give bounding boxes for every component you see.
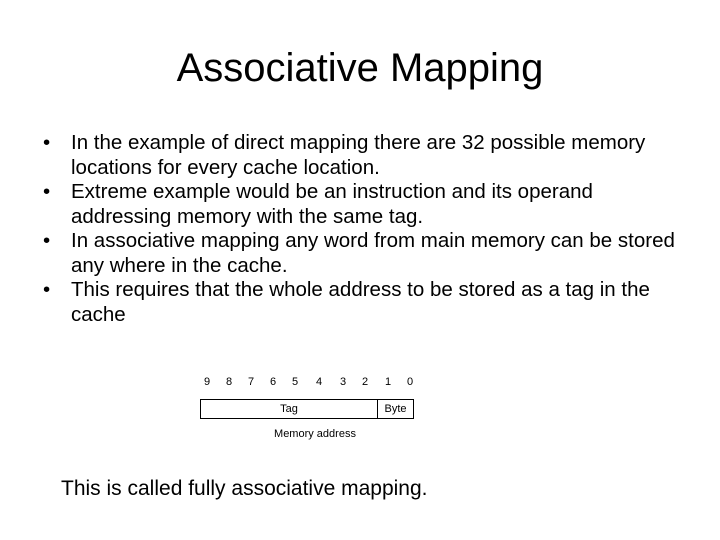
bit-label-9: 9 — [203, 376, 211, 388]
bullet-item — [43, 131, 683, 180]
footer-note: This is called fully associative mapping. — [61, 477, 428, 500]
bullet-item — [43, 180, 683, 229]
bullet-text: In the example of direct mapping there are 32 possible memory locations for every cache location. — [71, 131, 646, 179]
diagram-caption: Memory address — [274, 428, 356, 440]
address-field-box — [200, 399, 414, 419]
bit-label-7: 7 — [247, 376, 255, 388]
bullet-text: In associative mapping any word from main memory can be stored any where in the cache. — [71, 229, 675, 277]
slide-title: Associative Mapping — [176, 46, 544, 90]
bit-label-6: 6 — [269, 376, 277, 388]
bullet-item — [43, 229, 683, 278]
bullet-text: Extreme example would be an instruction and its operand addressing memory with the same tag. — [71, 180, 593, 228]
bit-label-3: 3 — [339, 376, 347, 388]
bullet-list — [43, 131, 683, 327]
byte-field: Byte — [384, 403, 407, 415]
bullet-marker: • — [43, 131, 51, 154]
tag-field: Tag — [201, 400, 378, 418]
bit-label-5: 5 — [291, 376, 299, 388]
bullet-marker: • — [43, 229, 51, 252]
bullet-marker: • — [43, 278, 51, 301]
bullet-marker: • — [43, 180, 51, 203]
bullet-item — [43, 278, 683, 327]
bit-label-2: 2 — [361, 376, 369, 388]
memory-address-diagram — [195, 376, 425, 446]
bit-label-4: 4 — [315, 376, 323, 388]
bullet-text: This requires that the whole address to be stored as a tag in the cache — [71, 278, 650, 326]
bit-label-0: 0 — [406, 376, 414, 388]
bit-label-1: 1 — [384, 376, 392, 388]
bit-label-8: 8 — [225, 376, 233, 388]
